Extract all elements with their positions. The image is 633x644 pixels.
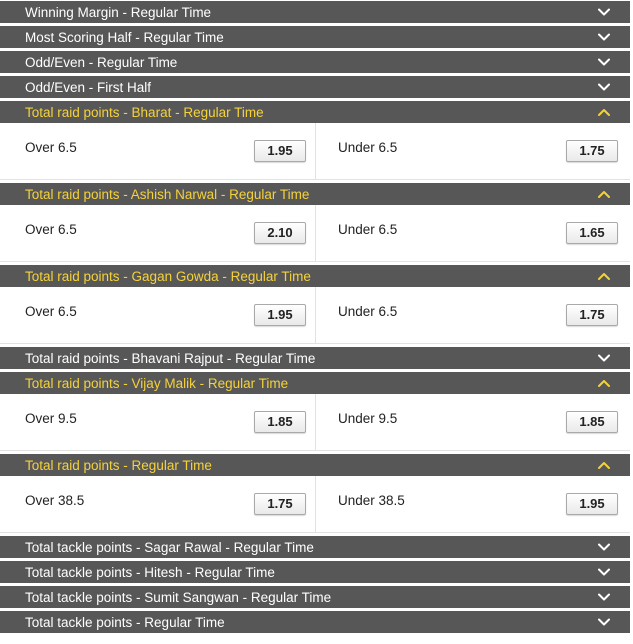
chevron-up-icon[interactable] [598, 461, 610, 469]
selection-under [316, 287, 630, 343]
market-selections [0, 476, 630, 533]
market-title: Total raid points - Regular Time [25, 457, 212, 473]
market-selections [0, 205, 630, 262]
chevron-down-icon[interactable] [598, 543, 610, 551]
chevron-down-icon[interactable] [598, 593, 610, 601]
market-title: Winning Margin - Regular Time [25, 4, 212, 20]
market-header[interactable] [0, 26, 630, 48]
market-header[interactable] [0, 561, 630, 583]
market-title: Odd/Even - First Half [25, 79, 152, 95]
market-header[interactable] [0, 586, 630, 608]
market-header[interactable] [0, 76, 630, 98]
selection-over [0, 123, 316, 179]
market-header[interactable] [0, 101, 630, 123]
market-selections [0, 123, 630, 180]
market-title: Total tackle points - Hitesh - Regular Time [25, 564, 275, 580]
selection-under [316, 123, 630, 179]
market-header[interactable] [0, 51, 630, 73]
odds-button[interactable]: 1.75 [566, 140, 618, 162]
selection-label: Under 6.5 [338, 140, 398, 155]
chevron-down-icon[interactable] [598, 568, 610, 576]
market-header[interactable] [0, 347, 630, 369]
market-title: Total tackle points - Sagar Rawal - Regular Time [25, 539, 314, 555]
odds-button[interactable]: 1.65 [566, 222, 618, 244]
chevron-down-icon[interactable] [598, 83, 610, 91]
chevron-up-icon[interactable] [598, 272, 610, 280]
odds-button[interactable]: 1.85 [254, 411, 306, 433]
market-header[interactable] [0, 1, 630, 23]
market-header[interactable] [0, 265, 630, 287]
market-title: Odd/Even - Regular Time [25, 54, 178, 70]
selection-under [316, 476, 630, 532]
market-header[interactable] [0, 611, 630, 633]
market-selections [0, 394, 630, 451]
market-selections [0, 287, 630, 344]
odds-button[interactable]: 1.95 [254, 140, 306, 162]
market-header[interactable] [0, 536, 630, 558]
market-title: Total raid points - Bhavani Rajput - Regular Time [25, 350, 316, 366]
odds-button[interactable]: 1.75 [566, 304, 618, 326]
odds-button[interactable]: 1.85 [566, 411, 618, 433]
market-title: Total tackle points - Regular Time [25, 614, 225, 630]
selection-label: Over 6.5 [25, 304, 77, 319]
market-title: Total raid points - Bharat - Regular Time [25, 104, 264, 120]
odds-button[interactable]: 1.75 [254, 493, 306, 515]
selection-label: Over 38.5 [25, 493, 85, 508]
market-title: Total tackle points - Sumit Sangwan - Regular Time [25, 589, 332, 605]
chevron-up-icon[interactable] [598, 108, 610, 116]
chevron-down-icon[interactable] [598, 58, 610, 66]
market-title: Total raid points - Gagan Gowda - Regular Time [25, 268, 311, 284]
odds-button[interactable]: 2.10 [254, 222, 306, 244]
selection-over [0, 205, 316, 261]
selection-under [316, 205, 630, 261]
selection-over [0, 394, 316, 450]
selection-label: Under 6.5 [338, 222, 398, 237]
selection-under [316, 394, 630, 450]
selection-over [0, 476, 316, 532]
chevron-down-icon[interactable] [598, 33, 610, 41]
market-title: Total raid points - Vijay Malik - Regular Time [25, 375, 289, 391]
selection-label: Under 9.5 [338, 411, 398, 426]
chevron-up-icon[interactable] [598, 379, 610, 387]
chevron-down-icon[interactable] [598, 8, 610, 16]
selection-label: Under 6.5 [338, 304, 398, 319]
selection-label: Over 6.5 [25, 222, 77, 237]
market-title: Most Scoring Half - Regular Time [25, 29, 224, 45]
odds-button[interactable]: 1.95 [566, 493, 618, 515]
selection-label: Over 9.5 [25, 411, 77, 426]
chevron-up-icon[interactable] [598, 190, 610, 198]
market-header[interactable] [0, 454, 630, 476]
chevron-down-icon[interactable] [598, 618, 610, 626]
selection-label: Under 38.5 [338, 493, 405, 508]
market-header[interactable] [0, 372, 630, 394]
chevron-down-icon[interactable] [598, 354, 610, 362]
market-title: Total raid points - Ashish Narwal - Regular Time [25, 186, 310, 202]
market-header[interactable] [0, 183, 630, 205]
odds-button[interactable]: 1.95 [254, 304, 306, 326]
selection-label: Over 6.5 [25, 140, 77, 155]
selection-over [0, 287, 316, 343]
